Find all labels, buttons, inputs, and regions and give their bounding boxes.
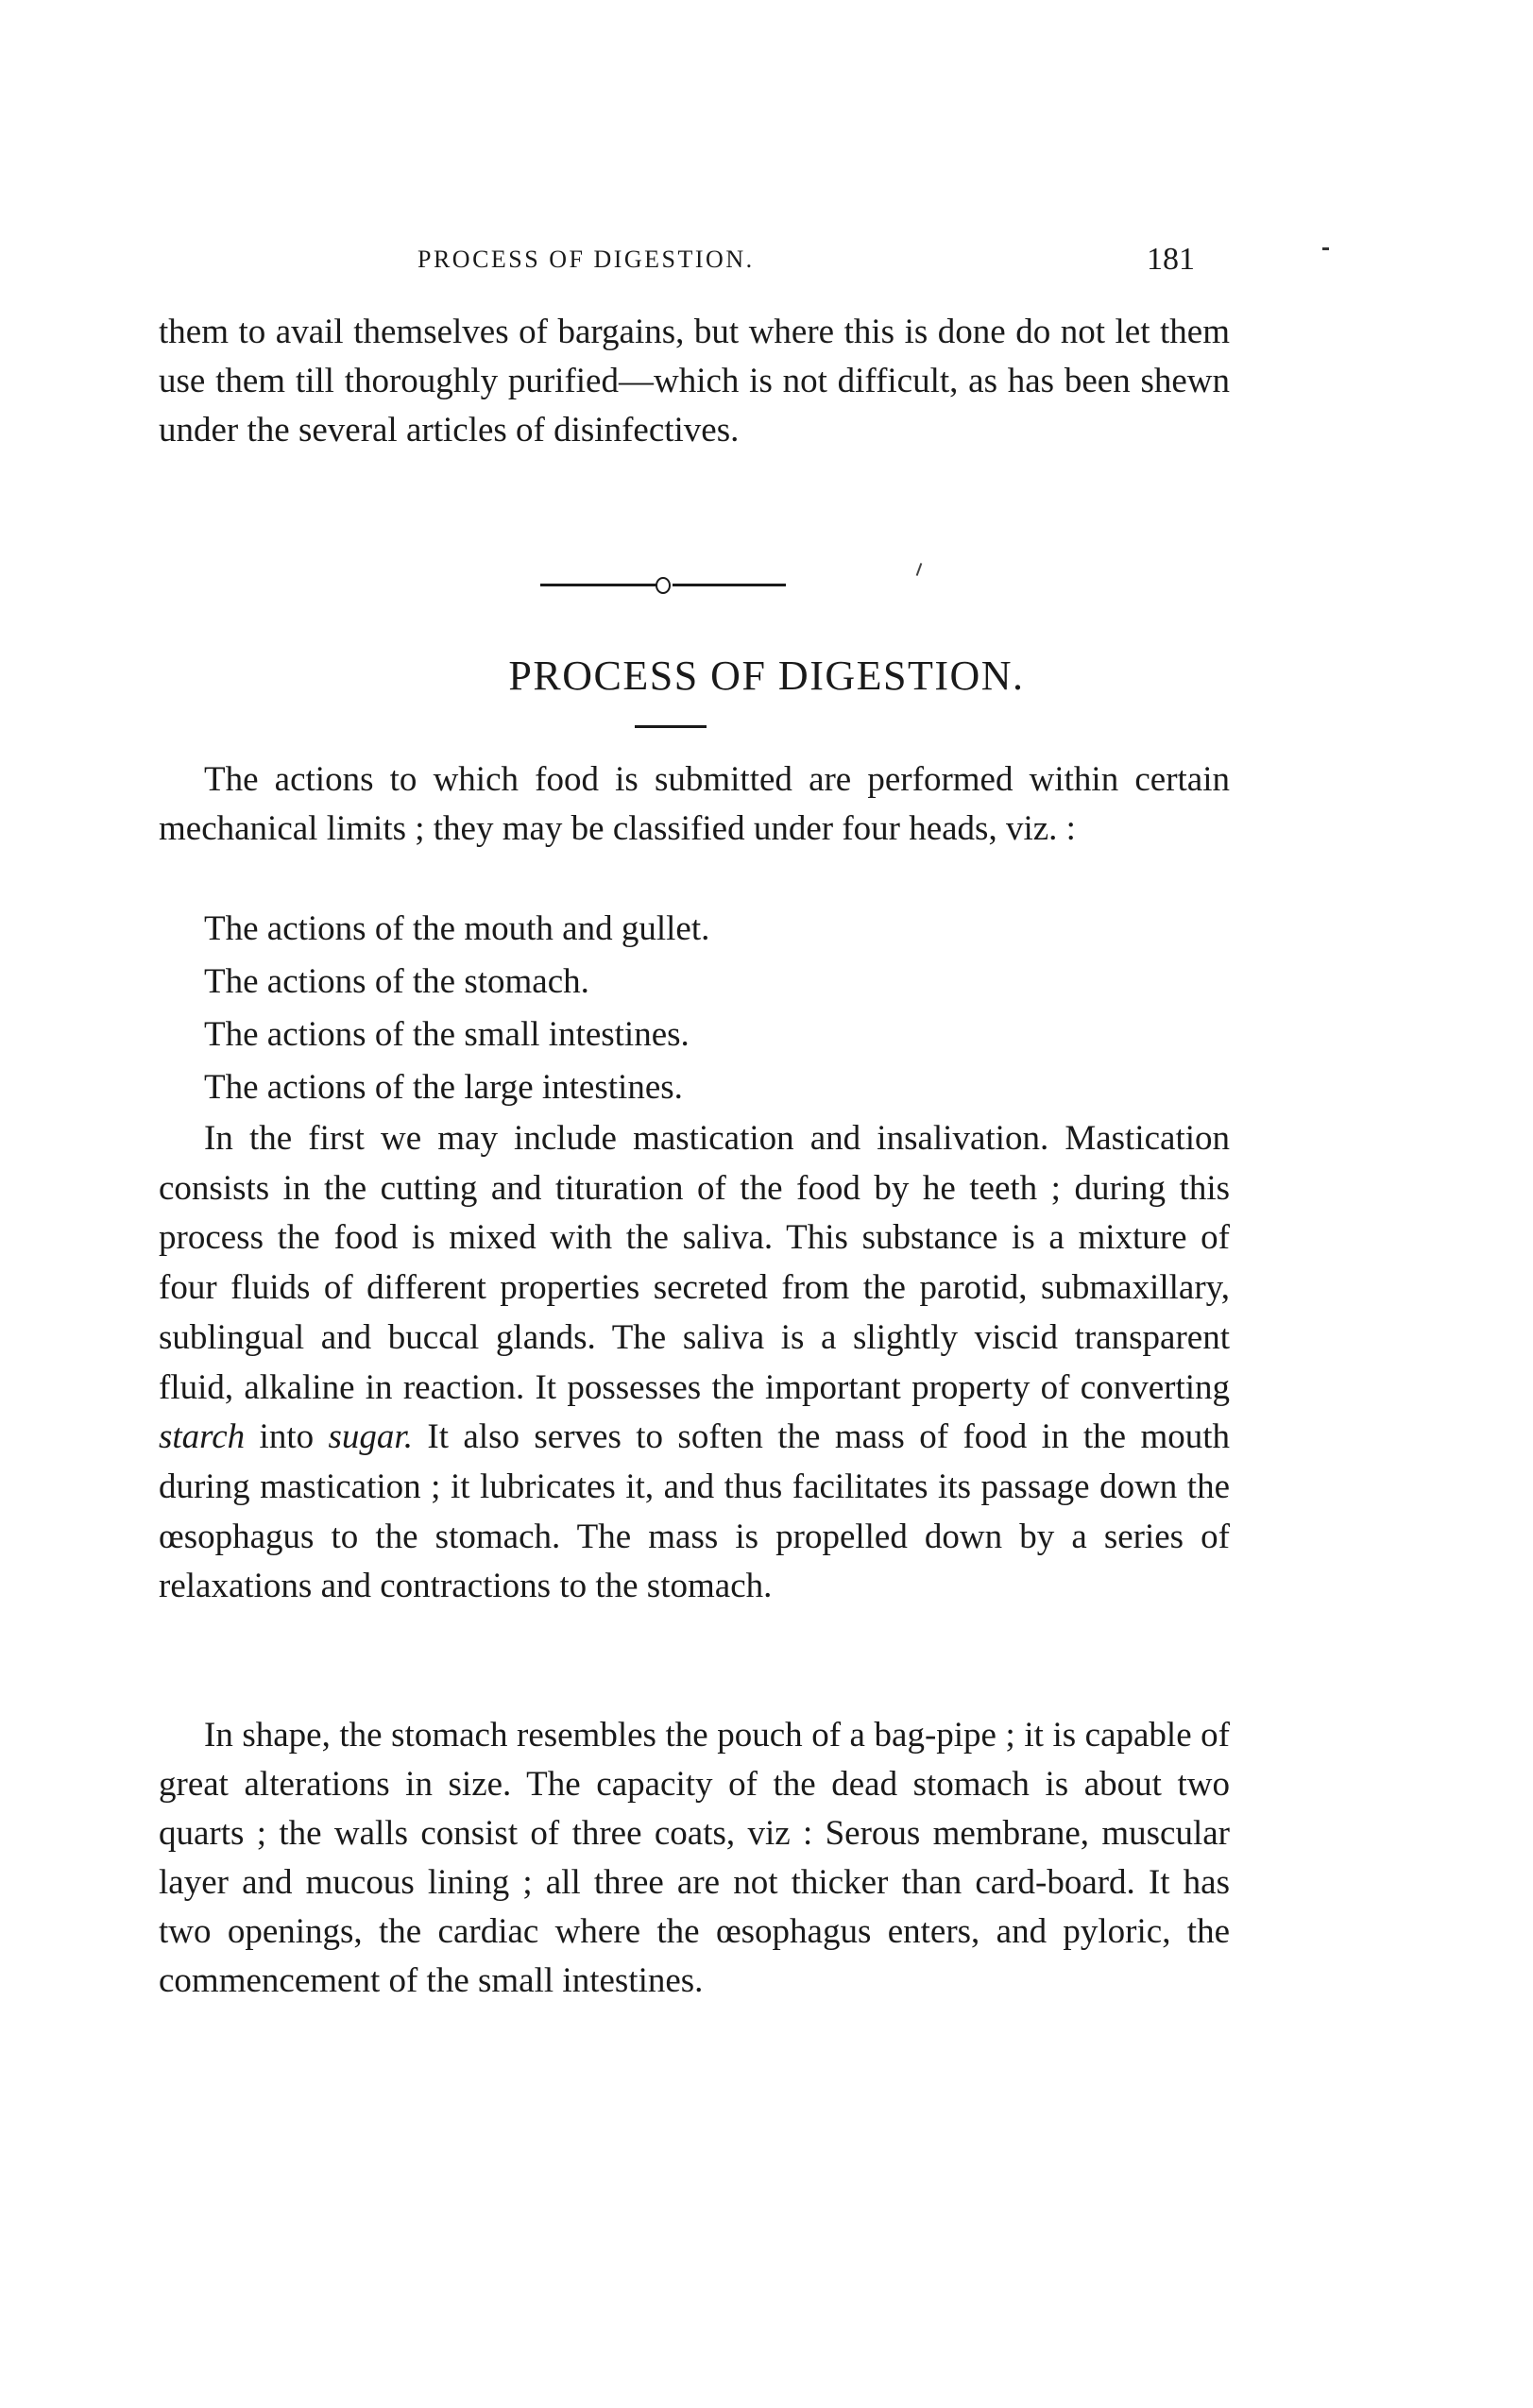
page-number: 181	[1147, 242, 1195, 277]
stray-mark	[916, 563, 923, 576]
list-item: The actions of the large intestines.	[204, 1068, 683, 1107]
heading-rule	[635, 725, 707, 728]
list-item: The actions of the small intestines.	[204, 1015, 690, 1054]
mastication-paragraph	[159, 1114, 1230, 1612]
paragraph-text: In the first we may include mastication and insalivation. Mastication consists in the cutting and tituration of the food by he teeth ; during this process the food is mixed with the saliva. This substance is a mixture of four fluids of different properties secreted from the parotid, submaxillary, sublingual and buccal glands. The saliva is a slightly viscid transparent fluid, alkaline in reaction. It possesses the important property of converting	[159, 1119, 1230, 1407]
italic-term-sugar: sugar.	[328, 1417, 413, 1457]
divider-rule-right	[673, 584, 786, 586]
paragraph-text: It also serves to soften the mass of food in the mouth during mastication ; it lubricates it, and thus facilitates its passage down the œsophagus to the stomach. The mass is propelled down by a series of relaxations and contractions to the stomach.	[159, 1417, 1231, 1606]
paragraph-text: into	[259, 1417, 315, 1457]
section-divider	[540, 571, 805, 600]
continuation-paragraph: them to avail themselves of bargains, but where this is done do not let them use them till thoroughly purified—which is not difficult, as has been shewn under the several articles of disinfectives.	[159, 313, 1230, 449]
digestion-actions-list	[204, 903, 709, 1114]
margin-mark	[1322, 247, 1329, 250]
section-heading: PROCESS OF DIGESTION.	[508, 653, 1025, 699]
divider-ornament	[656, 577, 671, 594]
running-head	[0, 242, 1533, 283]
list-item: The actions of the stomach.	[204, 962, 589, 1001]
list-item: The actions of the mouth and gullet.	[204, 909, 710, 948]
divider-rule-left	[540, 584, 657, 586]
running-title: PROCESS OF DIGESTION.	[417, 246, 755, 273]
italic-term-starch: starch	[159, 1417, 246, 1457]
intro-paragraph: The actions to which food is submitted are performed within certain mechanical limits ; they may be classified under four heads, viz. :	[159, 760, 1230, 848]
stomach-paragraph: In shape, the stomach resembles the pouch of a bag-pipe ; it is capable of great alterations in size. The capacity of the dead stomach is about two quarts ; the walls consist of three coats, viz : Serous membrane, muscular layer and mucous lining ; all three are not thicker than card-board. It has two openings, the cardiac where the œsophagus enters, and pyloric, the commencement of the small intestines.	[159, 1716, 1230, 2000]
